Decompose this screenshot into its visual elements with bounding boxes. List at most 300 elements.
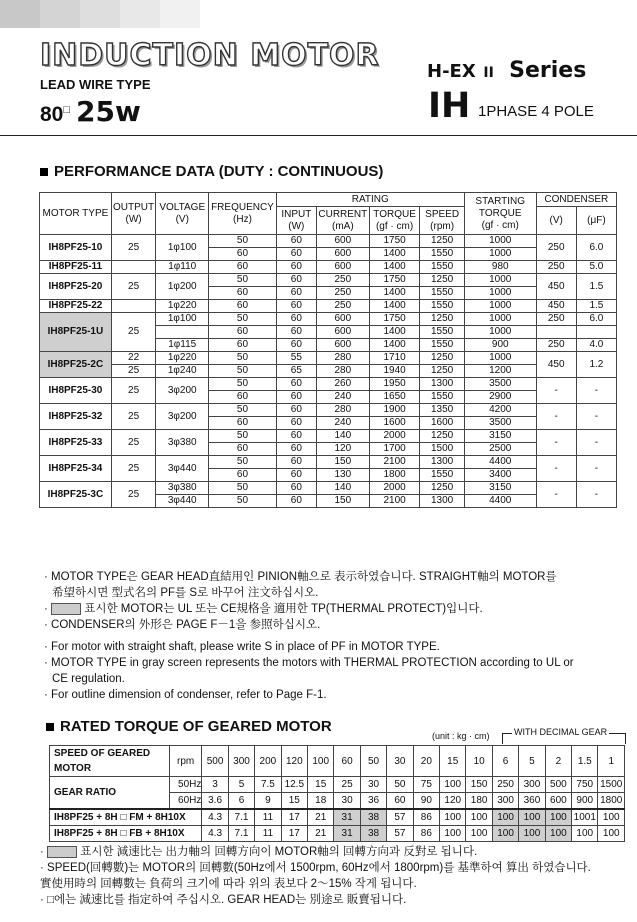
cell: 1250 xyxy=(420,313,464,326)
cell: 1.5 xyxy=(576,300,616,313)
cell: 1.2 xyxy=(576,352,616,378)
bullet-square xyxy=(46,723,54,731)
cell: - xyxy=(536,404,576,430)
cell: 60 xyxy=(276,456,316,469)
table-row xyxy=(40,430,617,443)
cell: 600 xyxy=(316,313,369,326)
bullet-square xyxy=(40,168,48,176)
cell: 25 xyxy=(111,430,155,456)
cell: - xyxy=(536,430,576,456)
cell: 50 xyxy=(209,456,277,469)
cell: 1250 xyxy=(420,430,464,443)
cell: 450 xyxy=(536,274,576,300)
cell: 3500 xyxy=(464,378,536,391)
cell: 280 xyxy=(316,352,369,365)
cell: 1600 xyxy=(369,417,420,430)
cell: 3φ380 xyxy=(156,430,209,456)
ratio-cell: 25 xyxy=(334,777,360,793)
cell: 2500 xyxy=(464,443,536,456)
cell: 130 xyxy=(316,469,369,482)
ratio-cell: 600 xyxy=(545,793,571,810)
speed-cell: 300 xyxy=(228,746,254,777)
speed-cell: 200 xyxy=(255,746,281,777)
ratio-cell: 360 xyxy=(519,793,545,810)
power-rating: 25w xyxy=(76,95,141,128)
gear-note-3: 實使用時의 回轉數는 負荷의 크기에 따라 위의 表보다 2～15% 작게 됩니다. xyxy=(40,878,417,890)
cell: 250 xyxy=(536,313,576,326)
speed-cell: 20 xyxy=(413,746,439,777)
col-current: CURRENT (mA) xyxy=(316,207,369,235)
note-en-4: · For outline dimension of condenser, refer to Page F-1. xyxy=(44,689,327,701)
speed-cell: 1 xyxy=(598,746,625,777)
cell: 1550 xyxy=(420,326,464,339)
cell: 250 xyxy=(316,287,369,300)
gear-note-2: · SPEED(回轉數)는 MOTOR의 回轉數(50Hz에서 1500rpm, 60Hz에서 1800rpm)를 基準하여 算出 하였습니다. xyxy=(40,862,591,874)
header-bar-1 xyxy=(0,0,40,28)
motor-type-cell: IH8PF25-34 xyxy=(40,456,112,482)
ratio-cell: 3.6 xyxy=(202,793,228,810)
ratio-cell: 300 xyxy=(492,793,518,810)
cell: 4400 xyxy=(464,495,536,508)
cell: 60 xyxy=(209,469,277,482)
torque-cell: 57 xyxy=(387,809,413,826)
cell: 60 xyxy=(276,469,316,482)
cell: 60 xyxy=(276,274,316,287)
speed-cell: 100 xyxy=(308,746,334,777)
cell: 3400 xyxy=(464,469,536,482)
phase-pole: 1PHASE 4 POLE xyxy=(478,103,594,120)
torque-cell: 21 xyxy=(308,826,334,842)
cell: 25 xyxy=(111,456,155,482)
cell: 50 xyxy=(209,313,277,326)
torque-cell: 4.3 xyxy=(202,826,228,842)
cell: - xyxy=(576,378,616,404)
cell: 260 xyxy=(316,378,369,391)
cell: 3φ200 xyxy=(156,378,209,404)
speed-cell: 60 xyxy=(334,746,360,777)
cell: 1400 xyxy=(369,326,420,339)
motor-type-cell: IH8PF25-3C xyxy=(40,482,112,508)
cell: 25 xyxy=(111,365,155,378)
cell: - xyxy=(536,482,576,508)
cell: 1250 xyxy=(420,235,464,248)
cell: - xyxy=(536,378,576,404)
motor-type-cell: IH8PF25-22 xyxy=(40,300,112,313)
ratio-cell: 6 xyxy=(228,793,254,810)
motor-type-cell: IH8PF25-11 xyxy=(40,261,112,274)
torque-cell: 100 xyxy=(598,809,625,826)
cell: 450 xyxy=(536,352,576,378)
table-row xyxy=(40,313,617,326)
cell: 1550 xyxy=(420,391,464,404)
cell: 60 xyxy=(209,300,277,313)
speed-cell: 120 xyxy=(281,746,307,777)
cell xyxy=(111,261,155,274)
cell: 1950 xyxy=(369,378,420,391)
torque-cell: 31 xyxy=(334,809,360,826)
cell: 60 xyxy=(209,248,277,261)
cell: 1000 xyxy=(464,287,536,300)
table-row xyxy=(40,235,617,248)
cell: 450 xyxy=(536,300,576,313)
cell: 1550 xyxy=(420,339,464,352)
cell: 600 xyxy=(316,339,369,352)
cell: 1φ100 xyxy=(156,235,209,261)
geared-body xyxy=(50,746,625,842)
cell: 2900 xyxy=(464,391,536,404)
cell: 1φ220 xyxy=(156,300,209,313)
torque-cell: 100 xyxy=(519,809,545,826)
geared-notes xyxy=(40,844,591,908)
cell: 1250 xyxy=(420,365,464,378)
cell: 1500 xyxy=(420,443,464,456)
torque-cell: 100 xyxy=(492,826,518,842)
col-cond-capacitance: (μF) xyxy=(576,207,616,235)
hz60-label: 60Hz xyxy=(169,793,202,810)
ratio-cell: 30 xyxy=(334,793,360,810)
cell xyxy=(111,300,155,313)
ratio-cell: 15 xyxy=(281,793,307,810)
note-kr-2: 希望하시면 型式名의 PF를 S로 바꾸어 注文하십시오. xyxy=(52,587,319,599)
geared-heading: RATED TORQUE OF GEARED MOTOR xyxy=(46,718,332,735)
col-rating: RATING xyxy=(276,193,464,207)
speed-cell: 15 xyxy=(440,746,466,777)
cell: 250 xyxy=(316,300,369,313)
cell: 1750 xyxy=(369,313,420,326)
cell xyxy=(536,326,576,339)
cell: 1300 xyxy=(420,378,464,391)
cell: 60 xyxy=(276,300,316,313)
cell: 250 xyxy=(536,339,576,352)
cell: 3φ380 xyxy=(156,482,209,495)
cell: 60 xyxy=(209,443,277,456)
rpm-label: rpm xyxy=(169,746,202,777)
cell xyxy=(156,326,209,339)
geared-table xyxy=(49,745,625,842)
torque-cell: 100 xyxy=(440,809,466,826)
torque-cell: 4.3 xyxy=(202,809,228,826)
torque-cell: 100 xyxy=(545,809,571,826)
col-frequency: FREQUENCY (Hz) xyxy=(209,193,277,235)
cell: 3150 xyxy=(464,430,536,443)
torque-cell: 31 xyxy=(334,826,360,842)
torque-cell: 100 xyxy=(492,809,518,826)
ratio-cell: 300 xyxy=(519,777,545,793)
table-row xyxy=(40,378,617,391)
ratio-cell: 100 xyxy=(440,777,466,793)
ratio-cell: 36 xyxy=(360,793,386,810)
cell: 1710 xyxy=(369,352,420,365)
speed-row xyxy=(50,746,625,777)
cell: 1000 xyxy=(464,352,536,365)
cell: 60 xyxy=(209,391,277,404)
cell: 1550 xyxy=(420,261,464,274)
table-row xyxy=(40,261,617,274)
cell: - xyxy=(536,456,576,482)
header-divider xyxy=(0,135,637,136)
frame-size xyxy=(40,95,141,128)
cell: 50 xyxy=(209,274,277,287)
cell: 6.0 xyxy=(576,235,616,261)
speed-cell: 2 xyxy=(545,746,571,777)
cell: 1600 xyxy=(420,417,464,430)
cell: 140 xyxy=(316,482,369,495)
ratio-cell: 500 xyxy=(545,777,571,793)
torque-cell: 100 xyxy=(598,826,625,842)
col-output: OUTPUT (W) xyxy=(111,193,155,235)
cell: 4.0 xyxy=(576,339,616,352)
cell: 1250 xyxy=(420,352,464,365)
cell: 60 xyxy=(276,430,316,443)
cell: 60 xyxy=(276,495,316,508)
note-kr-3: · 표시한 MOTOR는 UL 또는 CE規格을 適用한 TP(THERMAL PROTECT)입니다. xyxy=(44,603,483,615)
cell: 1250 xyxy=(420,482,464,495)
cell: 25 xyxy=(111,313,155,352)
cell: 60 xyxy=(276,261,316,274)
cell: 1φ240 xyxy=(156,365,209,378)
cell: 1750 xyxy=(369,235,420,248)
cell: 50 xyxy=(209,482,277,495)
cell: - xyxy=(576,456,616,482)
cell: 6.0 xyxy=(576,313,616,326)
col-starting-torque: STARTING TORQUE (gf · cm) xyxy=(464,193,536,235)
speed-cell: 10 xyxy=(466,746,492,777)
cell: 60 xyxy=(209,261,277,274)
cell: 50 xyxy=(209,430,277,443)
cell: 150 xyxy=(316,495,369,508)
cell: 240 xyxy=(316,417,369,430)
cell: 60 xyxy=(209,339,277,352)
torque-cell: 38 xyxy=(360,809,386,826)
cell: 25 xyxy=(111,235,155,261)
ratio-cell: 120 xyxy=(440,793,466,810)
cell: 50 xyxy=(209,352,277,365)
note-kr-4: · CONDENSER의 外形은 PAGE F－1을 参照하십시오. xyxy=(44,619,321,631)
cell: 1650 xyxy=(369,391,420,404)
cell: 1400 xyxy=(369,300,420,313)
table-row xyxy=(40,365,617,378)
cell: 250 xyxy=(536,235,576,261)
series-name xyxy=(427,58,586,83)
cell xyxy=(576,326,616,339)
speed-cell: 30 xyxy=(387,746,413,777)
torque-cell: 100 xyxy=(466,826,492,842)
performance-heading: PERFORMANCE DATA (DUTY : CONTINUOUS) xyxy=(40,163,383,180)
cell: 120 xyxy=(316,443,369,456)
torque-cell: 100 xyxy=(572,826,598,842)
col-input: INPUT (W) xyxy=(276,207,316,235)
note-en-1: · For motor with straight shaft, please write S in place of PF in MOTOR TYPE. xyxy=(44,641,440,653)
ratio-cell: 900 xyxy=(572,793,598,810)
torque-cell: 7.1 xyxy=(228,826,254,842)
ratio-cell: 90 xyxy=(413,793,439,810)
torque-cell: 38 xyxy=(360,826,386,842)
cell: 3φ440 xyxy=(156,495,209,508)
gray-box-symbol xyxy=(47,846,77,858)
col-speed: SPEED (rpm) xyxy=(420,207,464,235)
motor-type-cell: IH8PF25-2C xyxy=(40,352,112,378)
cell: 4200 xyxy=(464,404,536,417)
torque-cell: 11 xyxy=(255,809,281,826)
model-name-cell: IH8PF25 + 8H □ FB + 8H10X xyxy=(50,826,202,842)
model-row xyxy=(50,826,625,842)
series-prefix: H-EX xyxy=(427,61,476,82)
ratio-cell: 1500 xyxy=(598,777,625,793)
cell: 50 xyxy=(209,378,277,391)
cell: 280 xyxy=(316,404,369,417)
gray-box-symbol xyxy=(51,603,81,615)
col-motor-type: MOTOR TYPE xyxy=(40,193,112,235)
torque-cell: 100 xyxy=(440,826,466,842)
gear-ratio-label: GEAR RATIO xyxy=(50,777,170,810)
cell: 50 xyxy=(209,495,277,508)
ratio-cell: 60 xyxy=(387,793,413,810)
cell: 150 xyxy=(316,456,369,469)
col-voltage: VOLTAGE (V) xyxy=(156,193,209,235)
motor-type-cell: IH8PF25-33 xyxy=(40,430,112,456)
cell: 1550 xyxy=(420,469,464,482)
series-word: Series xyxy=(509,58,587,83)
ratio-cell: 50 xyxy=(387,777,413,793)
cell: 60 xyxy=(276,235,316,248)
lead-wire-type: LEAD WIRE TYPE xyxy=(40,77,151,92)
cell: 50 xyxy=(209,404,277,417)
cell: 1750 xyxy=(369,274,420,287)
cell: 140 xyxy=(316,430,369,443)
cell: - xyxy=(576,482,616,508)
page-title: INDUCTION MOTOR xyxy=(40,38,380,73)
table-row xyxy=(40,274,617,287)
speed-label: SPEED OF GEARED MOTOR xyxy=(50,746,170,777)
cell: 900 xyxy=(464,339,536,352)
ratio-cell: 75 xyxy=(413,777,439,793)
ratio-cell: 180 xyxy=(466,793,492,810)
cell: 1400 xyxy=(369,261,420,274)
speed-cell: 6 xyxy=(492,746,518,777)
cell: 60 xyxy=(209,417,277,430)
table-row xyxy=(40,482,617,495)
cell: - xyxy=(576,404,616,430)
note-en-3: CE regulation. xyxy=(52,673,125,685)
series-numeral: II xyxy=(483,65,494,81)
note-en-2: · MOTOR TYPE in gray screen represents the motors with THERMAL PROTECTION according to UL or xyxy=(44,657,574,669)
cell: 1φ110 xyxy=(156,261,209,274)
torque-cell: 7.1 xyxy=(228,809,254,826)
cell: 1250 xyxy=(420,274,464,287)
table-row xyxy=(40,404,617,417)
cell: 65 xyxy=(276,365,316,378)
ratio-cell: 30 xyxy=(360,777,386,793)
cell: 50 xyxy=(209,235,277,248)
cell: 60 xyxy=(276,378,316,391)
cell: 1300 xyxy=(420,456,464,469)
cell: 600 xyxy=(316,235,369,248)
cell: 1.5 xyxy=(576,274,616,300)
torque-cell: 17 xyxy=(281,809,307,826)
motor-type-cell: IH8PF25-10 xyxy=(40,235,112,261)
speed-cell: 5 xyxy=(519,746,545,777)
cell: 3φ200 xyxy=(156,404,209,430)
gear-note-4: · □에는 減速比를 指定하여 주십시오. GEAR HEAD는 別途로 販賣됩니다. xyxy=(40,894,407,906)
torque-cell: 86 xyxy=(413,809,439,826)
cell: 25 xyxy=(111,378,155,404)
cell: 1400 xyxy=(369,339,420,352)
cell: 60 xyxy=(276,443,316,456)
motor-type-cell: IH8PF25-30 xyxy=(40,378,112,404)
cell: 60 xyxy=(209,287,277,300)
table-row xyxy=(40,456,617,469)
cell: 60 xyxy=(276,417,316,430)
header-bar-2 xyxy=(40,0,80,28)
decimal-gear-label: WITH DECIMAL GEAR xyxy=(514,727,608,737)
header-bar-5 xyxy=(160,0,200,28)
torque-cell: 17 xyxy=(281,826,307,842)
torque-cell: 86 xyxy=(413,826,439,842)
table-row xyxy=(40,352,617,365)
torque-cell: 100 xyxy=(466,809,492,826)
cell: 1940 xyxy=(369,365,420,378)
cell: 60 xyxy=(276,391,316,404)
cell: 1000 xyxy=(464,326,536,339)
cell: 980 xyxy=(464,261,536,274)
cell: 1550 xyxy=(420,248,464,261)
cell: 1400 xyxy=(369,248,420,261)
cell: 22 xyxy=(111,352,155,365)
ratio-cell: 150 xyxy=(466,777,492,793)
ratio-cell: 18 xyxy=(308,793,334,810)
ratio-row-50 xyxy=(50,777,625,793)
motor-type-cell: IH8PF25-32 xyxy=(40,404,112,430)
cell: 1000 xyxy=(464,300,536,313)
cell: 1300 xyxy=(420,495,464,508)
torque-cell: 100 xyxy=(519,826,545,842)
performance-notes xyxy=(44,569,574,703)
cell: 3150 xyxy=(464,482,536,495)
cell: 2100 xyxy=(369,456,420,469)
cell: 60 xyxy=(276,287,316,300)
cell: 60 xyxy=(276,313,316,326)
cell: 1800 xyxy=(369,469,420,482)
ratio-cell: 9 xyxy=(255,793,281,810)
model-row xyxy=(50,809,625,826)
header-bar-4 xyxy=(120,0,160,28)
motor-type-cell: IH8PF25-1U xyxy=(40,313,112,352)
col-condenser: CONDENSER xyxy=(536,193,616,207)
torque-cell: 100 xyxy=(545,826,571,842)
cell: 2000 xyxy=(369,482,420,495)
cell: 600 xyxy=(316,248,369,261)
cell: 60 xyxy=(209,326,277,339)
unit-label: (unit : kg · cm) xyxy=(432,731,490,741)
ratio-cell: 3 xyxy=(202,777,228,793)
cell: 280 xyxy=(316,365,369,378)
cell: 1350 xyxy=(420,404,464,417)
ratio-cell: 250 xyxy=(492,777,518,793)
cell: 55 xyxy=(276,352,316,365)
cell: 1550 xyxy=(420,287,464,300)
cell: - xyxy=(576,430,616,456)
cell: 5.0 xyxy=(576,261,616,274)
torque-cell: 11 xyxy=(255,826,281,842)
motor-type-cell: IH8PF25-20 xyxy=(40,274,112,300)
ratio-cell: 15 xyxy=(308,777,334,793)
torque-cell: 57 xyxy=(387,826,413,842)
cell: 1000 xyxy=(464,274,536,287)
model-name-cell: IH8PF25 + 8H □ FM + 8H10X xyxy=(50,809,202,826)
cell: 3500 xyxy=(464,417,536,430)
cell: 1700 xyxy=(369,443,420,456)
col-torque: TORQUE (gf · cm) xyxy=(369,207,420,235)
